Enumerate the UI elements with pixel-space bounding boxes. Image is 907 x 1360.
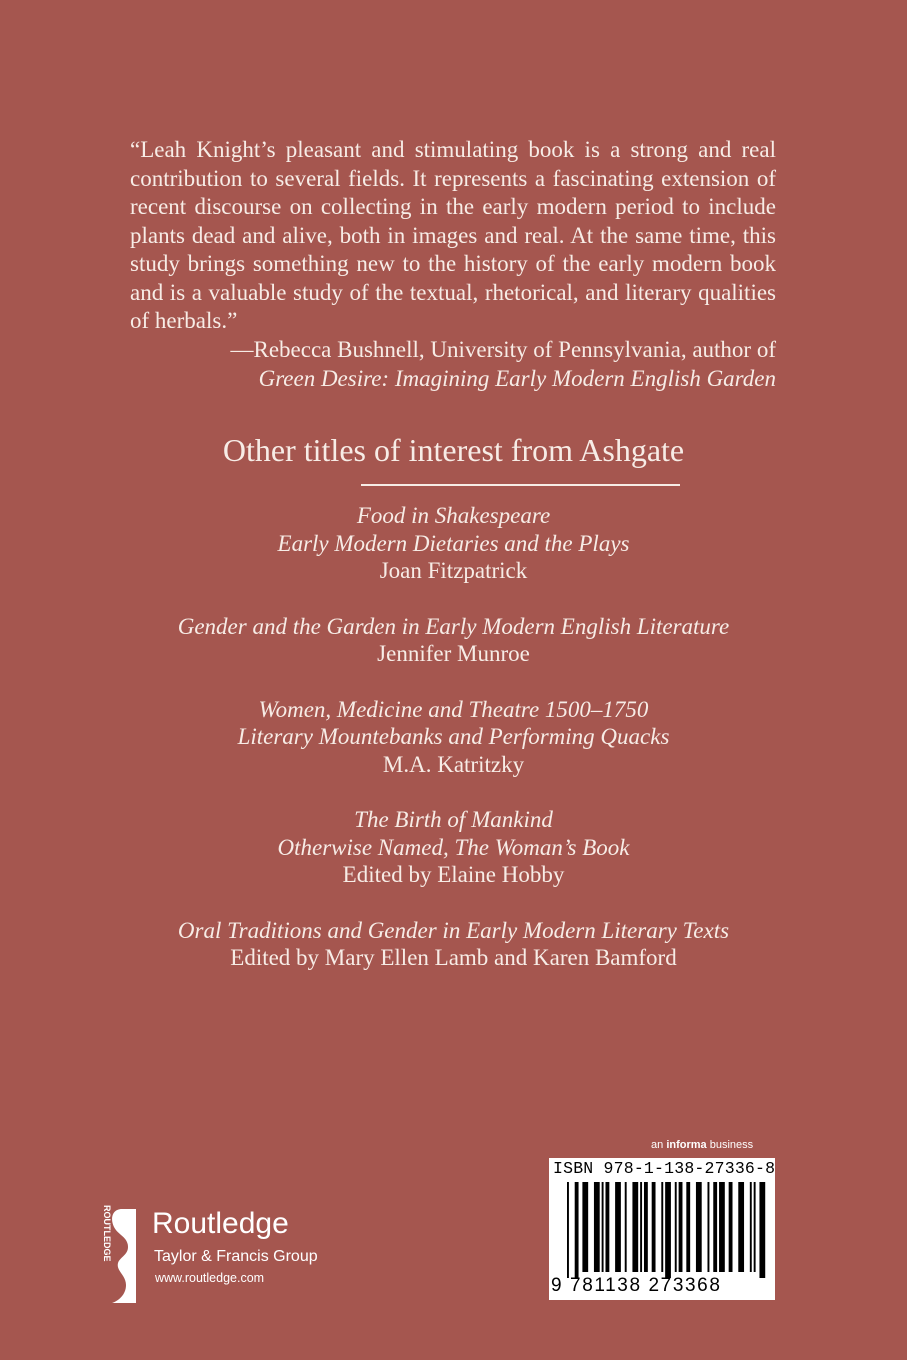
publisher-group: Taylor & Francis Group (154, 1248, 318, 1265)
attribution-author: —Rebecca Bushnell, University of Pennsylvania, author of (230, 337, 776, 362)
barcode-bar (644, 1182, 648, 1272)
barcode-bar (696, 1182, 702, 1272)
barcode-bar (754, 1182, 756, 1272)
other-titles-heading: Other titles of interest from Ashgate (222, 432, 685, 468)
book-entry (0, 806, 907, 889)
barcode-bar (615, 1182, 621, 1272)
informa-prefix: an (651, 1139, 664, 1151)
barcode-bar (675, 1182, 677, 1272)
barcode-bar (640, 1182, 642, 1272)
barcode-bar (625, 1182, 627, 1272)
other-titles-list (0, 502, 907, 1000)
barcode-bar (759, 1182, 765, 1278)
barcode-bars (567, 1182, 771, 1278)
book-author: Edited by Elaine Hobby (342, 862, 565, 887)
logo-profile-shape (112, 1209, 136, 1303)
book-author: Jennifer Munroe (377, 641, 530, 666)
book-subtitle: Otherwise Named, The Woman’s Book (277, 834, 630, 860)
book-title: Oral Traditions and Gender in Early Modern Literary Texts (177, 917, 730, 943)
informa-business-tagline (651, 1139, 753, 1151)
barcode-bar (729, 1182, 733, 1272)
barcode-bar (679, 1182, 683, 1272)
quote-attribution (231, 336, 777, 393)
barcode-bar (738, 1182, 744, 1272)
book-subtitle: Early Modern Dietaries and the Plays (277, 530, 630, 556)
book-entry (0, 917, 907, 972)
barcode-bar (582, 1182, 588, 1272)
barcode-bar (719, 1182, 725, 1272)
book-entry (0, 613, 907, 668)
isbn-digits: 9 781138 273368 (551, 1275, 722, 1296)
book-author: Joan Fitzpatrick (379, 558, 528, 583)
book-entry (0, 502, 907, 585)
logo-wordmark: ROUTLEDGE (102, 1205, 112, 1262)
isbn-label: ISBN 978-1-138-27336-8 (553, 1159, 776, 1178)
barcode-bar (605, 1182, 609, 1272)
barcode-bar (602, 1182, 604, 1272)
barcode-bar (567, 1182, 569, 1278)
barcode-bar (686, 1182, 690, 1272)
barcode-bar (713, 1182, 717, 1272)
informa-suffix: business (709, 1139, 754, 1151)
barcode-bar (750, 1182, 752, 1272)
isbn-barcode (549, 1158, 775, 1300)
barcode-bar (665, 1182, 671, 1278)
barcode-bar (661, 1182, 663, 1272)
barcode-bar (632, 1182, 638, 1272)
book-author: M.A. Katritzky (382, 751, 525, 777)
book-title: Women, Medicine and Theatre 1500–1750 (258, 696, 649, 722)
informa-brand: informa (666, 1139, 707, 1151)
publisher-url: www.routledge.com (155, 1271, 265, 1285)
publisher-name: Routledge (152, 1207, 289, 1240)
barcode-bar (652, 1182, 656, 1272)
book-title: Food in Shakespeare (356, 503, 551, 528)
book-entry (0, 696, 907, 779)
barcode-bar (594, 1182, 600, 1272)
barcode-bar (707, 1182, 709, 1272)
book-title: Gender and the Garden in Early Modern English Literature (177, 613, 730, 639)
barcode-bar (575, 1182, 579, 1278)
book-author: Edited by Mary Ellen Lamb and Karen Bamford (230, 945, 677, 970)
routledge-logo-icon (92, 1205, 142, 1305)
heading-divider (361, 484, 680, 486)
book-title: The Birth of Mankind (354, 807, 553, 832)
endorsement-quote: “Leah Knight’s pleasant and stimulating book is a strong and real contribution to several fields. It represents a fascinating extension of recent discourse on collecting in the early modern period to include plants dead and alive, both in images and real. At the same time, this study brings something new to the history of the early modern book and is a valuable study of the textual, rhetorical, and literary qualities of herbals.” (130, 137, 776, 333)
book-subtitle: Literary Mountebanks and Performing Quacks (237, 724, 670, 749)
attribution-work-title: Green Desire: Imagining Early Modern English Garden (258, 365, 776, 391)
